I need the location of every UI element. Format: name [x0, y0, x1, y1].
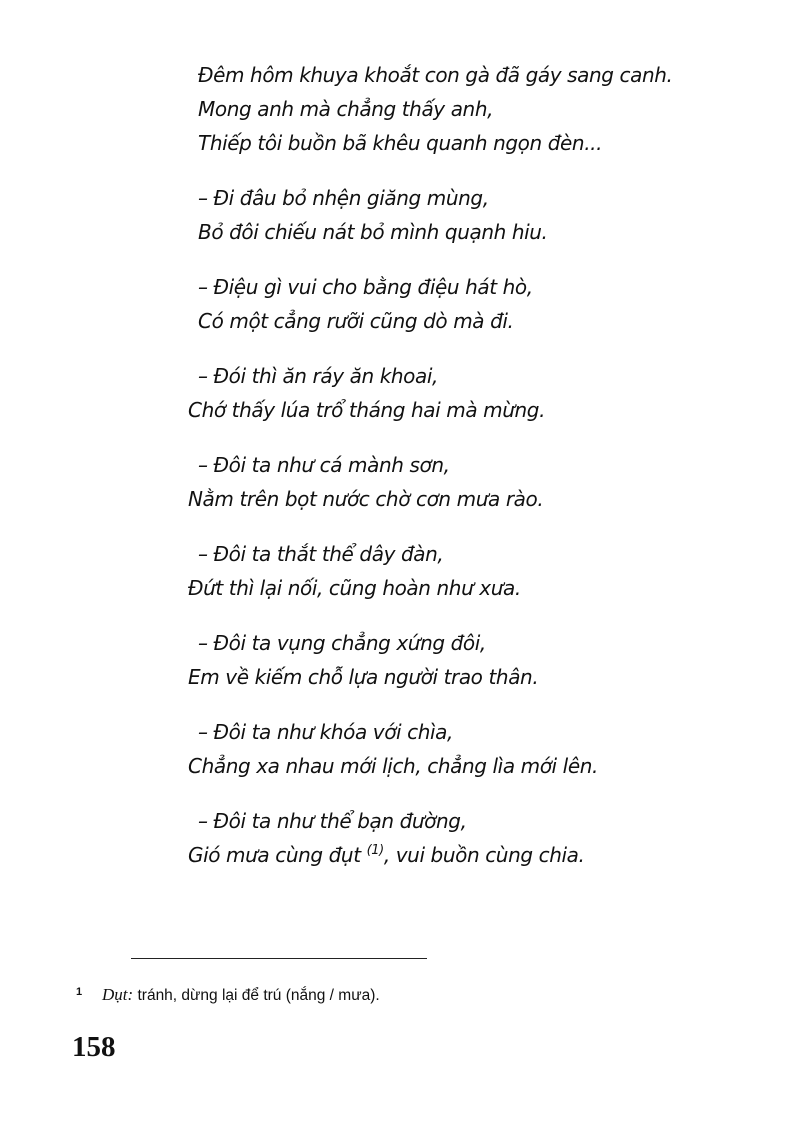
poem-line: – Đôi ta vụng chẳng xứng đôi,: [198, 631, 486, 655]
footnote-term: Dụt:: [102, 985, 134, 1004]
poem-line: – Điệu gì vui cho bằng điệu hát hò,: [198, 275, 533, 299]
poem-text: , vui buồn cùng chia.: [383, 843, 585, 867]
poem-line: Đêm hôm khuya khoắt con gà đã gáy sang canh.: [198, 63, 673, 87]
stanza: [188, 181, 768, 249]
poem-line: Chớ thấy lúa trổ tháng hai mà mừng.: [188, 398, 546, 422]
poem-line: – Đôi ta như cá mành sơn,: [198, 453, 450, 477]
footnote-divider: [131, 958, 427, 959]
poem-line: Đứt thì lại nối, cũng hoàn như xưa.: [188, 576, 521, 600]
poem: [188, 58, 768, 893]
footnote-reference: (1): [366, 843, 384, 858]
stanza: [188, 270, 768, 338]
poem-line: – Đôi ta như thể bạn đường,: [198, 809, 467, 833]
stanza: [188, 359, 768, 427]
stanza: [188, 626, 768, 694]
footnote: [76, 985, 380, 1005]
poem-line: Nằm trên bọt nước chờ cơn mưa rào.: [188, 487, 544, 511]
poem-line: Thiếp tôi buồn bã khêu quanh ngọn đèn...: [198, 131, 603, 155]
poem-line: – Đôi ta như khóa với chìa,: [198, 720, 453, 744]
stanza: [188, 715, 768, 783]
footnote-text: tránh, dừng lại để trú (nắng / mưa).: [133, 987, 380, 1004]
page-number: 158: [72, 1031, 116, 1063]
stanza: [188, 804, 768, 872]
stanza: [188, 448, 768, 516]
poem-text: Gió mưa cùng đụt: [188, 843, 367, 867]
poem-line: Có một cẳng rưỡi cũng dò mà đi.: [198, 309, 514, 333]
poem-line: – Đói thì ăn ráy ăn khoai,: [198, 364, 438, 388]
stanza: [188, 58, 768, 160]
poem-line: Chẳng xa nhau mới lịch, chẳng lìa mới lên.: [188, 754, 598, 778]
footnote-number: 1: [76, 986, 83, 998]
poem-line: Bỏ đôi chiếu nát bỏ mình quạnh hiu.: [198, 220, 548, 244]
poem-line: Mong anh mà chẳng thấy anh,: [198, 97, 494, 121]
poem-line: – Đi đâu bỏ nhện giăng mùng,: [198, 186, 489, 210]
poem-line: Em về kiếm chỗ lựa người trao thân.: [188, 665, 539, 689]
poem-line-with-footnote: [188, 838, 768, 872]
stanza: [188, 537, 768, 605]
poem-line: – Đôi ta thắt thể dây đàn,: [198, 542, 444, 566]
